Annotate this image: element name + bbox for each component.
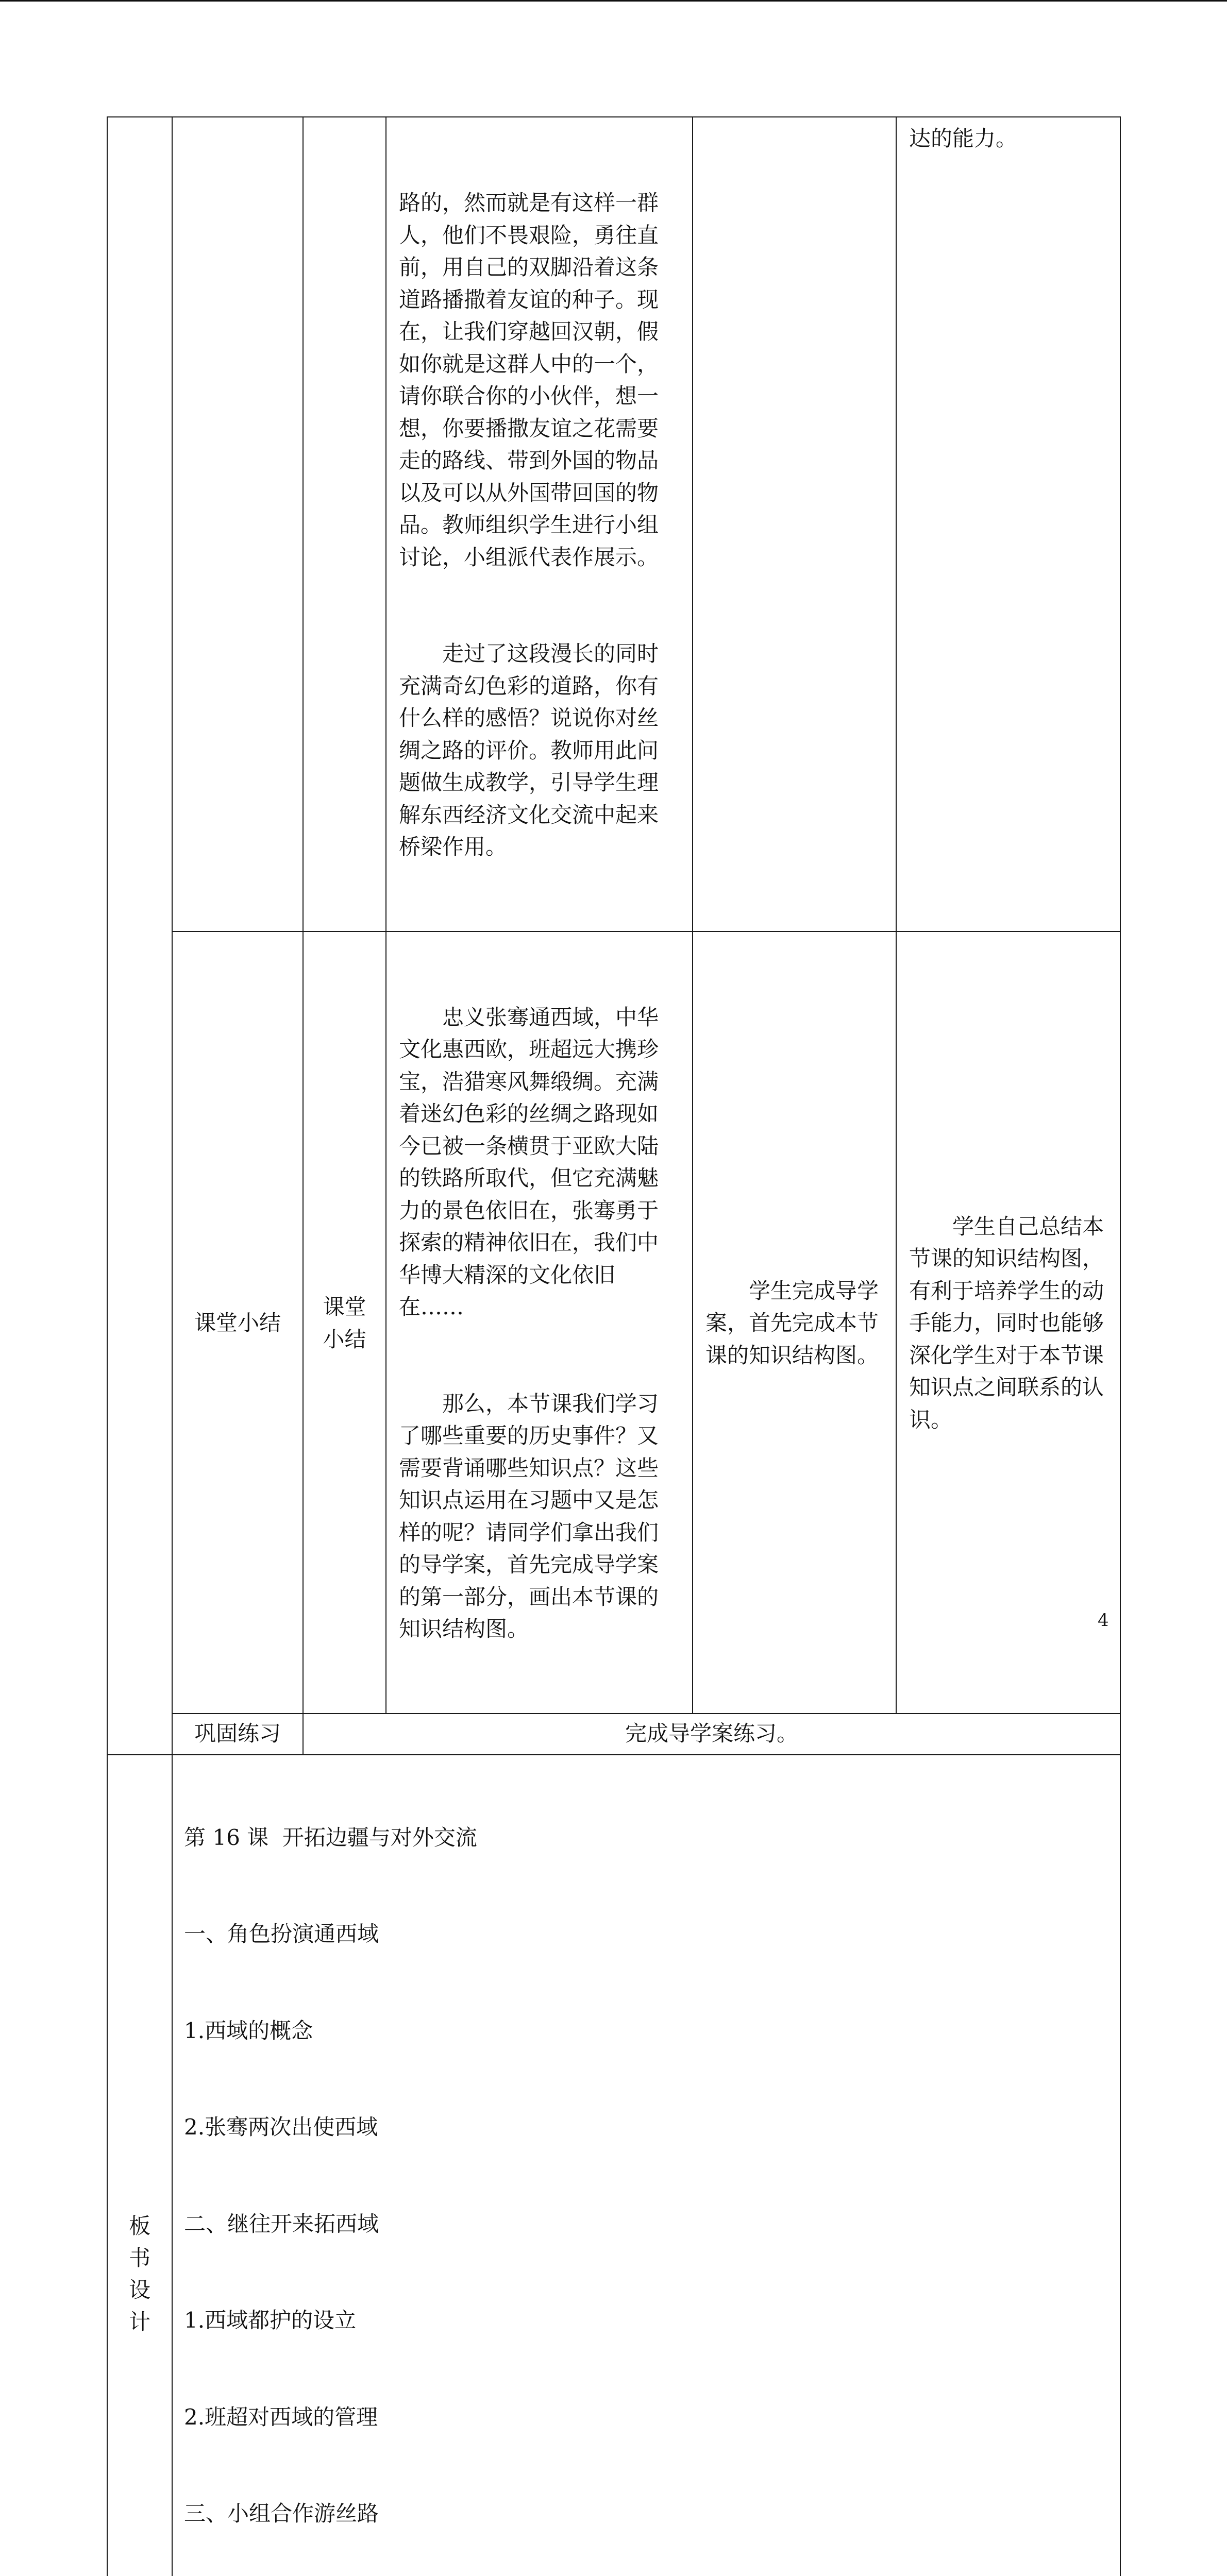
design-intent-cell bbox=[896, 117, 1120, 931]
table-row-practice bbox=[107, 1714, 1120, 1755]
board-heading: 第 16 课 开拓边疆与对外交流 bbox=[184, 1822, 1110, 1854]
student-activity-cell bbox=[693, 931, 896, 1714]
board-line: 1.西域都护的设立 bbox=[184, 2304, 1110, 2337]
teacher-activity-cell bbox=[386, 117, 693, 931]
board-content-cell bbox=[172, 1755, 1120, 2576]
stage-cell-empty bbox=[172, 117, 303, 931]
design-intent-text: 达的能力。 bbox=[897, 117, 1120, 158]
sub-stage-cell bbox=[303, 931, 386, 1714]
student-activity-text: 学生完成导学案，首先完成本节课的知识结构图。 bbox=[693, 1270, 896, 1375]
table-row-summary bbox=[107, 931, 1120, 1714]
lesson-plan-table bbox=[107, 116, 1121, 2576]
board-line: 三、小组合作游丝路 bbox=[184, 2498, 1110, 2530]
activity-paragraph: 走过了这段漫长的同时充满奇幻色彩的道路，你有什么样的感悟？说说你对丝绸之路的评价。教师用此问题做生成教学，引导学生理解东西经济文化交流中起来桥梁作用。 bbox=[399, 638, 680, 863]
design-intent-text: 学生自己总结本节课的知识结构图，有利于培养学生的动手能力，同时也能够深化学生对于本节课知识点之间联系的认识。 bbox=[897, 1206, 1120, 1439]
board-line: 一、角色扮演通西域 bbox=[184, 1918, 1110, 1951]
teacher-activity-cell bbox=[386, 931, 693, 1714]
practice-content-cell bbox=[303, 1714, 1120, 1755]
board-label: 板书设计 bbox=[108, 2205, 172, 2341]
activity-paragraph: 那么，本节课我们学习了哪些重要的历史事件？又需要背诵哪些知识点？这些知识点运用在习题中又是怎样的呢？请同学们拿出我们的导学案，首先完成导学案的第一部分，画出本节课的知识结构图。 bbox=[399, 1388, 680, 1646]
board-line: 2.张骞两次出使西域 bbox=[184, 2111, 1110, 2144]
stage-label: 课堂小结 bbox=[173, 1302, 302, 1343]
activity-paragraph: 路的，然而就是有这样一群人，他们不畏艰险，勇往直前，用自己的双脚沿着这条道路播撒着友谊的种子。现在，让我们穿越回汉朝，假如你就是这群人中的一个，请你联合你的小伙伴，想一想，你要播撒友谊之花需要走的路线、带到外国的物品以及可以从外国带回国的物品。教师组织学生进行小组讨论，小组派代表作展示。 bbox=[399, 187, 680, 573]
activity-paragraph: 忠义张骞通西域，中华文化惠西欧，班超远大携珍宝，浩猎寒风舞缎绸。充满着迷幻色彩的丝绸之路现如今已被一条横贯于亚欧大陆的铁路所取代，但它充满魅力的景色依旧在，张骞勇于探索的精神依旧在，我们中华博大精深的文化依旧在…… bbox=[399, 1002, 680, 1324]
sub-stage-cell-empty bbox=[303, 117, 386, 931]
board-line: 二、继往开来拓西域 bbox=[184, 2208, 1110, 2241]
student-activity-cell-empty bbox=[693, 117, 896, 931]
page-number: 4 bbox=[1098, 1610, 1109, 1631]
board-line: 1.西域的概念 bbox=[184, 2015, 1110, 2047]
stage-cell bbox=[172, 1714, 303, 1755]
stage-label: 巩固练习 bbox=[173, 1716, 302, 1752]
stage-cell bbox=[172, 931, 303, 1714]
table-row-board-design bbox=[107, 1755, 1120, 2576]
sub-stage-label: 课堂小结 bbox=[304, 1286, 385, 1359]
table-row-activity-continued bbox=[107, 117, 1120, 931]
process-label-cell bbox=[107, 117, 172, 1755]
design-intent-cell bbox=[896, 931, 1120, 1714]
board-line: 2.班超对西域的管理 bbox=[184, 2401, 1110, 2434]
page-top-border bbox=[0, 0, 1227, 2]
board-label-cell bbox=[107, 1755, 172, 2576]
practice-content-text: 完成导学案练习。 bbox=[304, 1716, 1120, 1752]
